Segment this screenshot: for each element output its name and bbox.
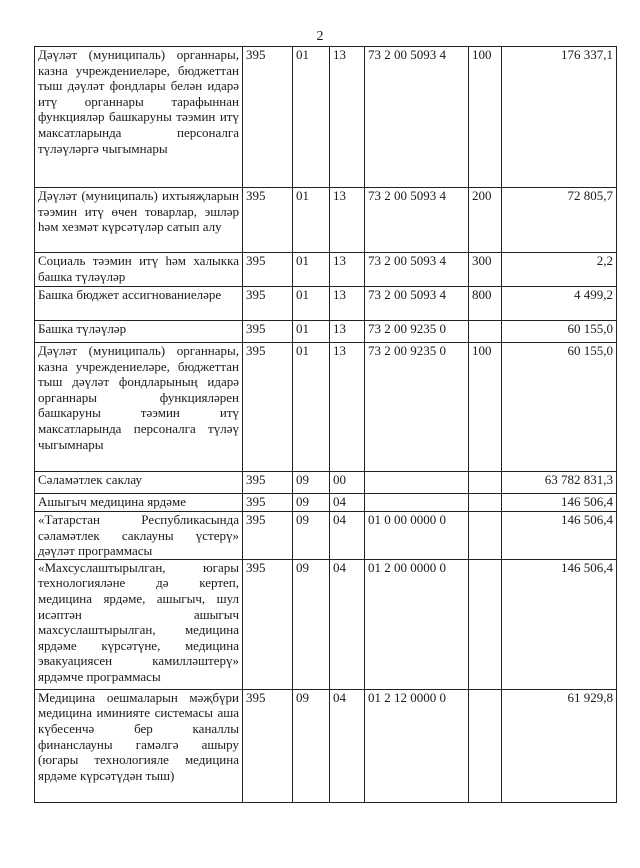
budget-table: [34, 46, 617, 803]
table-row: [35, 287, 617, 321]
subsection-code: 00: [330, 472, 365, 494]
amount: 176 337,1: [502, 47, 617, 188]
ministry-code: 395: [243, 559, 293, 689]
target-article-code: 73 2 00 5093 4: [365, 188, 469, 253]
section-code: 09: [293, 494, 330, 512]
target-article-code: 73 2 00 5093 4: [365, 47, 469, 188]
ministry-code: 395: [243, 321, 293, 343]
section-code: 09: [293, 512, 330, 560]
row-name: Башка бюджет ассигнованиеләре: [35, 287, 243, 321]
expense-type-code: [469, 494, 502, 512]
amount: 146 506,4: [502, 494, 617, 512]
expense-type-code: [469, 559, 502, 689]
table-row: [35, 472, 617, 494]
expense-type-code: 100: [469, 47, 502, 188]
subsection-code: 13: [330, 253, 365, 287]
row-name: Сәламәтлек саклау: [35, 472, 243, 494]
target-article-code: [365, 494, 469, 512]
table-row: [35, 188, 617, 253]
amount: 72 805,7: [502, 188, 617, 253]
expense-type-code: 800: [469, 287, 502, 321]
ministry-code: 395: [243, 343, 293, 472]
subsection-code: 04: [330, 494, 365, 512]
amount: 63 782 831,3: [502, 472, 617, 494]
ministry-code: 395: [243, 494, 293, 512]
amount: 2,2: [502, 253, 617, 287]
expense-type-code: [469, 321, 502, 343]
ministry-code: 395: [243, 47, 293, 188]
target-article-code: 73 2 00 9235 0: [365, 321, 469, 343]
row-name: Медицина оешмаларын мәҗбүри медицина иминияте системасы аша күбесенчә бер каналлы финанслауны гамәлгә ашыру (югары технологияле медицина ярдәме күрсәтүдән тыш): [35, 689, 243, 802]
amount: 60 155,0: [502, 343, 617, 472]
subsection-code: 13: [330, 343, 365, 472]
page-number: 2: [316, 29, 324, 44]
row-name: Дәүләт (муниципаль) органнары, казна учреждениеләре, бюджеттан тыш дәүләт фондлары белән идарә итү органнары тарафыннан функцияләр башкаруны тәэмин итү максатларында персоналга түләүләргә чыгымнары: [35, 47, 243, 188]
row-name: «Махсуслаштырылган, югары технологияләне дә кертеп, медицина ярдәме, ашыгыч, шул исәптән ашыгыч махсуслаштырылган, медицина ярдәме күрсәтүне, медицина эвакуациясен камилләштерү» ярдәмче программасы: [35, 559, 243, 689]
ministry-code: 395: [243, 472, 293, 494]
section-code: 01: [293, 321, 330, 343]
expense-type-code: 300: [469, 253, 502, 287]
row-name: Башка түләүләр: [35, 321, 243, 343]
section-code: 01: [293, 253, 330, 287]
section-code: 09: [293, 689, 330, 802]
ministry-code: 395: [243, 188, 293, 253]
table-row: [35, 494, 617, 512]
target-article-code: 01 2 00 0000 0: [365, 559, 469, 689]
row-name: Дәүләт (муниципаль) органнары, казна учреждениеләре, бюджеттан тыш дәүләт фондларының идарә органнары функцияләрен башкаруны тәэмин итү максатларында персоналга түләү чыгымнары: [35, 343, 243, 472]
row-name: Социаль тәэмин итү һәм халыкка башка түләүләр: [35, 253, 243, 287]
expense-type-code: 100: [469, 343, 502, 472]
expense-type-code: [469, 689, 502, 802]
subsection-code: 04: [330, 559, 365, 689]
subsection-code: 13: [330, 321, 365, 343]
table-row: [35, 253, 617, 287]
subsection-code: 04: [330, 512, 365, 560]
table-row: [35, 47, 617, 188]
expense-type-code: [469, 472, 502, 494]
table-row: [35, 512, 617, 560]
amount: 4 499,2: [502, 287, 617, 321]
target-article-code: 01 0 00 0000 0: [365, 512, 469, 560]
section-code: 01: [293, 188, 330, 253]
section-code: 01: [293, 343, 330, 472]
expense-type-code: 200: [469, 188, 502, 253]
amount: 146 506,4: [502, 512, 617, 560]
amount: 60 155,0: [502, 321, 617, 343]
target-article-code: 73 2 00 9235 0: [365, 343, 469, 472]
row-name: Ашыгыч медицина ярдәме: [35, 494, 243, 512]
target-article-code: 73 2 00 5093 4: [365, 253, 469, 287]
expense-type-code: [469, 512, 502, 560]
subsection-code: 13: [330, 188, 365, 253]
table-row: [35, 321, 617, 343]
row-name: «Татарстан Республикасында сәламәтлек саклауны үстерү» дәүләт программасы: [35, 512, 243, 560]
section-code: 09: [293, 472, 330, 494]
row-name: Дәүләт (муниципаль) ихтыяҗларын тәэмин итү өчен товарлар, эшләр һәм хезмәт күрсәтүләр сатып алу: [35, 188, 243, 253]
subsection-code: 13: [330, 287, 365, 321]
ministry-code: 395: [243, 689, 293, 802]
section-code: 01: [293, 287, 330, 321]
ministry-code: 395: [243, 512, 293, 560]
target-article-code: 01 2 12 0000 0: [365, 689, 469, 802]
table-row: [35, 689, 617, 802]
subsection-code: 04: [330, 689, 365, 802]
amount: 146 506,4: [502, 559, 617, 689]
table-row: [35, 559, 617, 689]
target-article-code: 73 2 00 5093 4: [365, 287, 469, 321]
section-code: 09: [293, 559, 330, 689]
section-code: 01: [293, 47, 330, 188]
ministry-code: 395: [243, 253, 293, 287]
subsection-code: 13: [330, 47, 365, 188]
target-article-code: [365, 472, 469, 494]
ministry-code: 395: [243, 287, 293, 321]
amount: 61 929,8: [502, 689, 617, 802]
table-row: [35, 343, 617, 472]
